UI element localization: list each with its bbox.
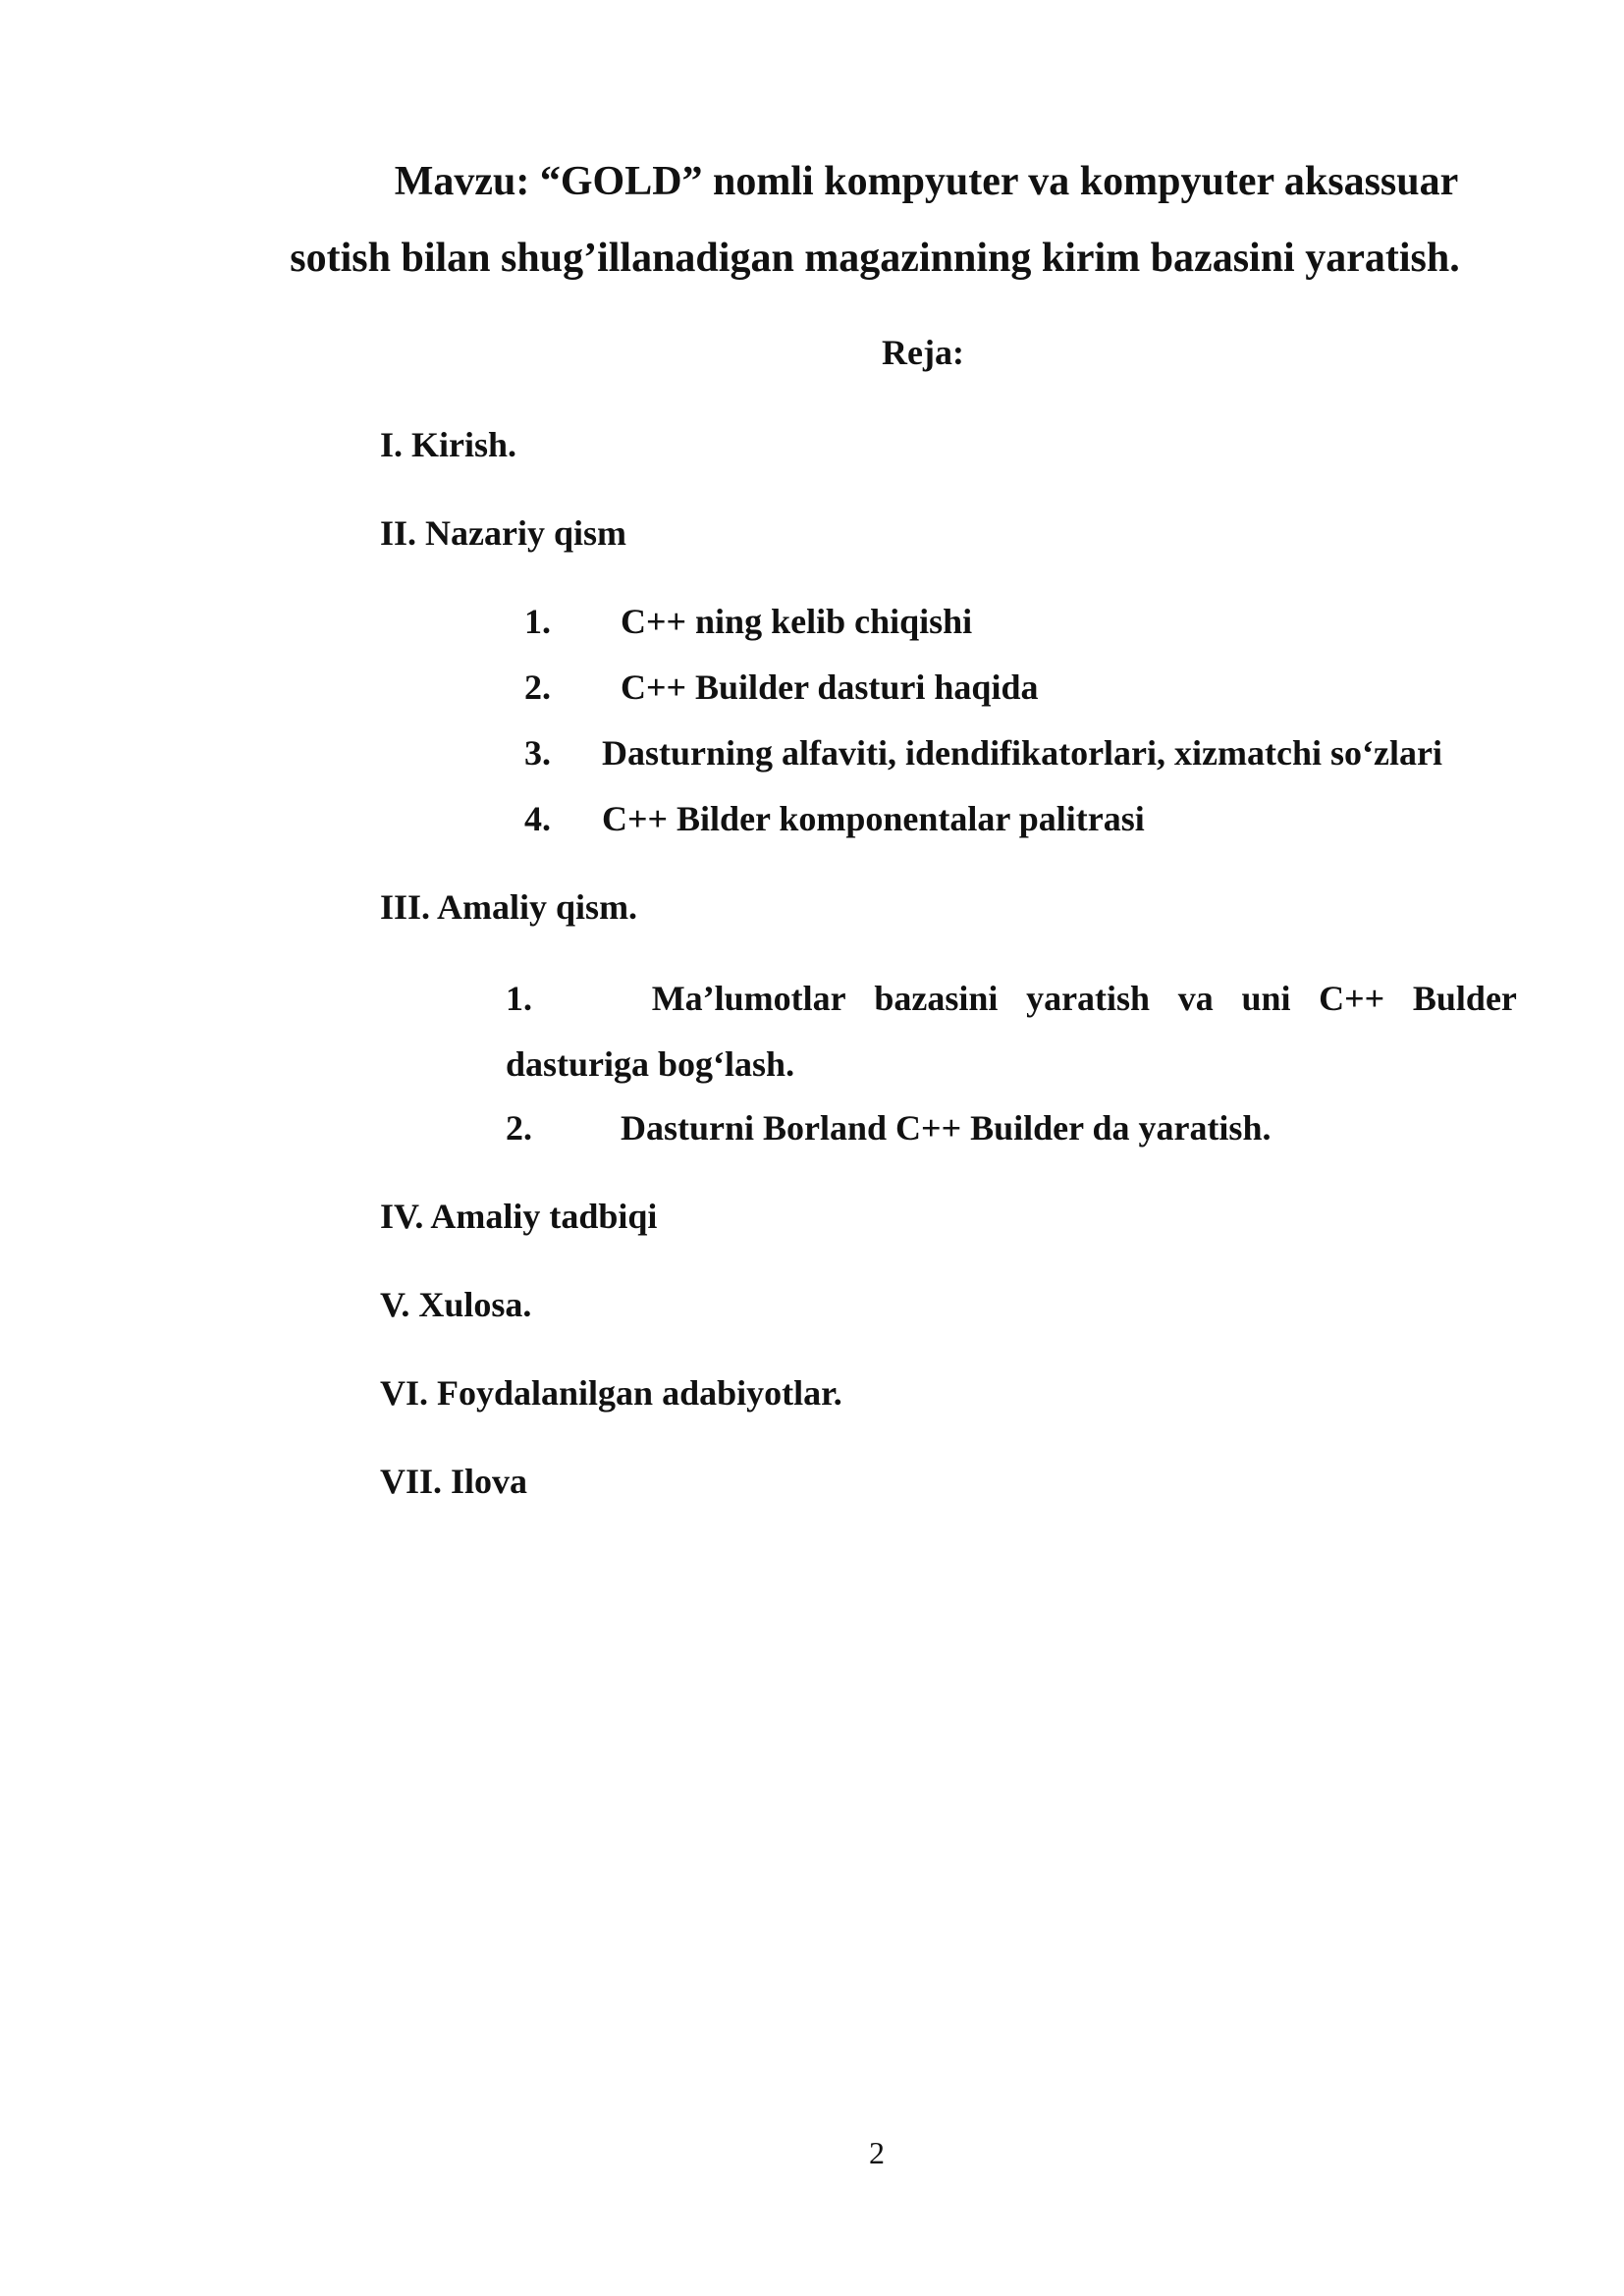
practice-item-word: yaratish bbox=[1026, 979, 1151, 1018]
practice-item-line-2: dasturiga bog‘lash. bbox=[506, 1044, 795, 1084]
theory-item-number: 2. bbox=[524, 667, 551, 707]
title-line-2: sotish bilan shug’illanadigan magazinning kirim bazasini yaratish. bbox=[290, 236, 1460, 281]
section-introduction: I. Kirish. bbox=[380, 425, 517, 464]
section-application: IV. Amaliy tadbiqi bbox=[380, 1197, 658, 1236]
practice-item-word: uni bbox=[1241, 979, 1291, 1018]
theory-item-text: C++ ning kelib chiqishi bbox=[621, 602, 973, 641]
section-appendix: VII. Ilova bbox=[380, 1462, 528, 1501]
practice-item-line-1 bbox=[506, 966, 1517, 1032]
page-number: 2 bbox=[869, 2135, 885, 2170]
theory-item-text: C++ Bilder komponentalar palitrasi bbox=[602, 799, 1145, 838]
practice-item-word: Ma’lumotlar bbox=[651, 979, 846, 1018]
theory-item-number: 3. bbox=[524, 733, 551, 773]
practice-item-word: C++ bbox=[1319, 979, 1385, 1018]
practice-item bbox=[506, 966, 1517, 1097]
plan-heading: Reja: bbox=[882, 333, 964, 372]
document-title bbox=[250, 143, 1499, 296]
practice-item-word: Bulder bbox=[1412, 979, 1517, 1018]
section-conclusion: V. Xulosa. bbox=[380, 1285, 532, 1324]
title-line-1: Mavzu: “GOLD” nomli kompyuter va kompyuter aksassuar bbox=[394, 159, 1459, 204]
theory-item-number: 4. bbox=[524, 799, 551, 838]
practice-item-word: va bbox=[1177, 979, 1214, 1018]
theory-item-text: C++ Builder dasturi haqida bbox=[621, 667, 1039, 707]
section-references: VI. Foydalanilgan adabiyotlar. bbox=[380, 1373, 842, 1413]
theory-item-text: Dasturning alfaviti, idendifikatorlari, xizmatchi so‘zlari bbox=[602, 733, 1442, 773]
theory-item-number: 1. bbox=[524, 602, 551, 641]
practice-item-word: bazasini bbox=[874, 979, 999, 1018]
practice-item-number: 2. bbox=[506, 1108, 532, 1148]
section-theory: II. Nazariy qism bbox=[380, 513, 626, 553]
section-practice: III. Amaliy qism. bbox=[380, 887, 638, 927]
practice-item-text: Dasturni Borland C++ Builder da yaratish. bbox=[621, 1108, 1272, 1148]
practice-item-number: 1. bbox=[506, 979, 532, 1018]
